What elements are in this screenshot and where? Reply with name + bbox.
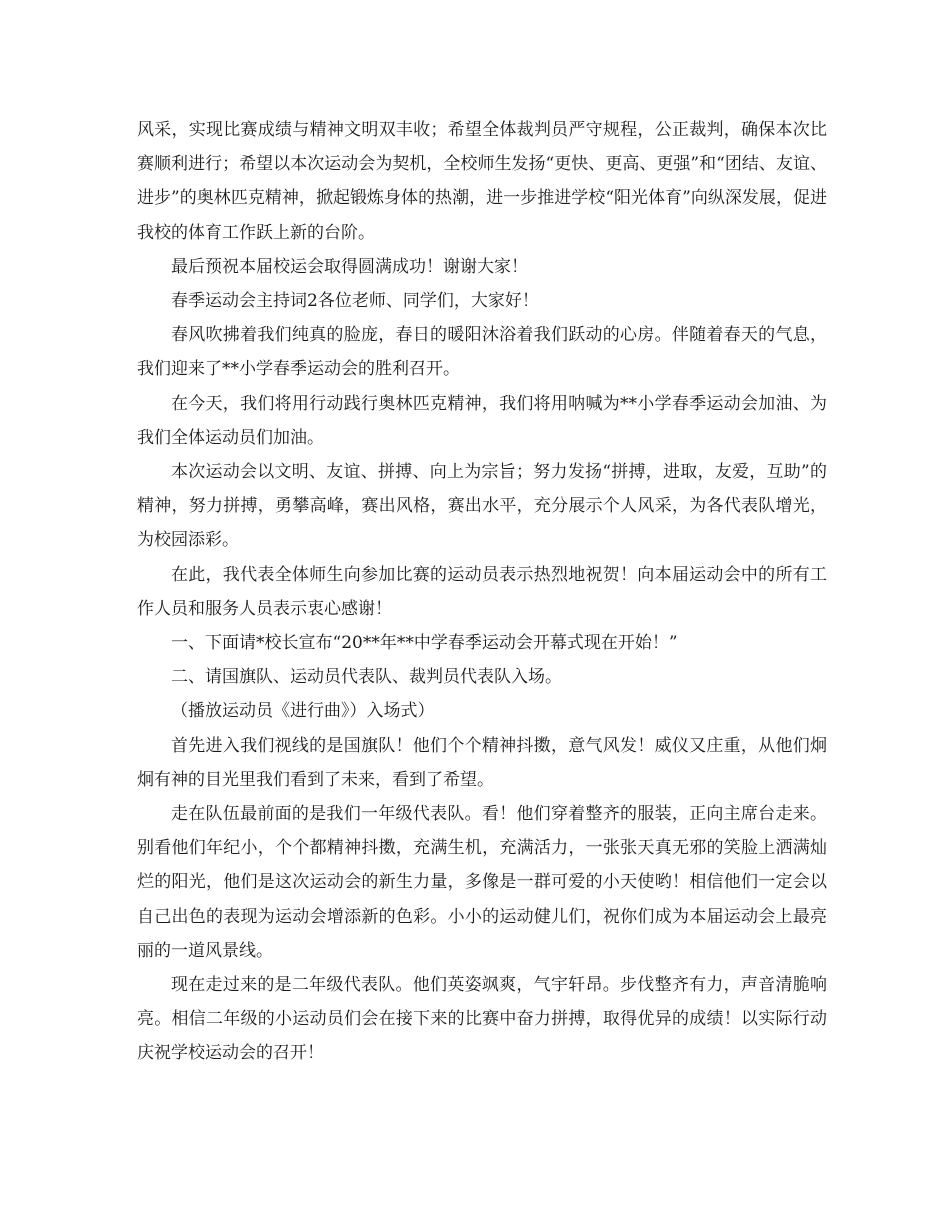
paragraph: 最后预祝本届校运会取得圆满成功！谢谢大家！ bbox=[171, 256, 528, 277]
paragraph: 二、请国旗队、运动员代表队、裁判员代表队入场。 bbox=[171, 667, 562, 688]
paragraph: 在此，我代表全体师生向参加比赛的运动员表示热烈地祝贺！向本届运动会中的所有工作人员和服务人员表示衷心感谢！ bbox=[137, 564, 827, 619]
paragraph: 走在队伍最前面的是我们一年级代表队。看！他们穿着整齐的服装，正向主席台走来。别看他们年纪小，个个都精神抖擞，充满生机，充满活力，一张张天真无邪的笑脸上洒满灿烂的阳光，他们是这次运动会的新生力量，多像是一群可爱的小天使哟！相信他们一定会以自己出色的表现为运动会增添新的色彩。小小的运动健儿们，祝你们成为本届运动会上最亮丽的一道风景线。 bbox=[137, 804, 827, 961]
paragraph: 一、下面请*校长宣布“20**年**中学春季运动会开幕式现在开始！” bbox=[171, 633, 678, 654]
paragraph: 春风吹拂着我们纯真的脸庞，春日的暖阳沐浴着我们跃动的心房。伴随着春天的气息，我们迎来了**小学春季运动会的胜利召开。 bbox=[137, 325, 827, 380]
paragraph: 本次运动会以文明、友谊、拼搏、向上为宗旨；努力发扬“拼搏，进取，友爱，互助”的精神，努力拼搏，勇攀高峰，赛出风格，赛出水平，充分展示个人风采，为各代表队增光，为校园添彩。 bbox=[137, 462, 827, 551]
paragraph: 在今天，我们将用行动践行奥林匹克精神，我们将用呐喊为**小学春季运动会加油、为我们全体运动员们加油。 bbox=[137, 393, 827, 448]
paragraph: 现在走过来的是二年级代表队。他们英姿飒爽，气宇轩昂。步伐整齐有力，声音清脆响亮。相信二年级的小运动员们会在接下来的比赛中奋力拼搏，取得优异的成绩！以实际行动庆祝学校运动会的召开！ bbox=[137, 975, 827, 1064]
document-body bbox=[137, 113, 827, 1071]
paragraph: 春季运动会主持词2各位老师、同学们，大家好！ bbox=[171, 291, 539, 312]
paragraph: 首先进入我们视线的是国旗队！他们个个精神抖擞，意气风发！威仪又庄重，从他们炯炯有神的目光里我们看到了未来，看到了希望。 bbox=[137, 735, 827, 790]
paragraph: 风采，实现比赛成绩与精神文明双丰收；希望全体裁判员严守规程，公正裁判，确保本次比赛顺利进行；希望以本次运动会为契机，全校师生发扬“更快、更高、更强”和“团结、友谊、进步”的奥林匹克精神，掀起锻炼身体的热潮，进一步推进学校“阳光体育”向纵深发展，促进我校的体育工作跃上新的台阶。 bbox=[137, 120, 827, 243]
paragraph: （播放运动员《进行曲》）入场式） bbox=[171, 701, 435, 722]
